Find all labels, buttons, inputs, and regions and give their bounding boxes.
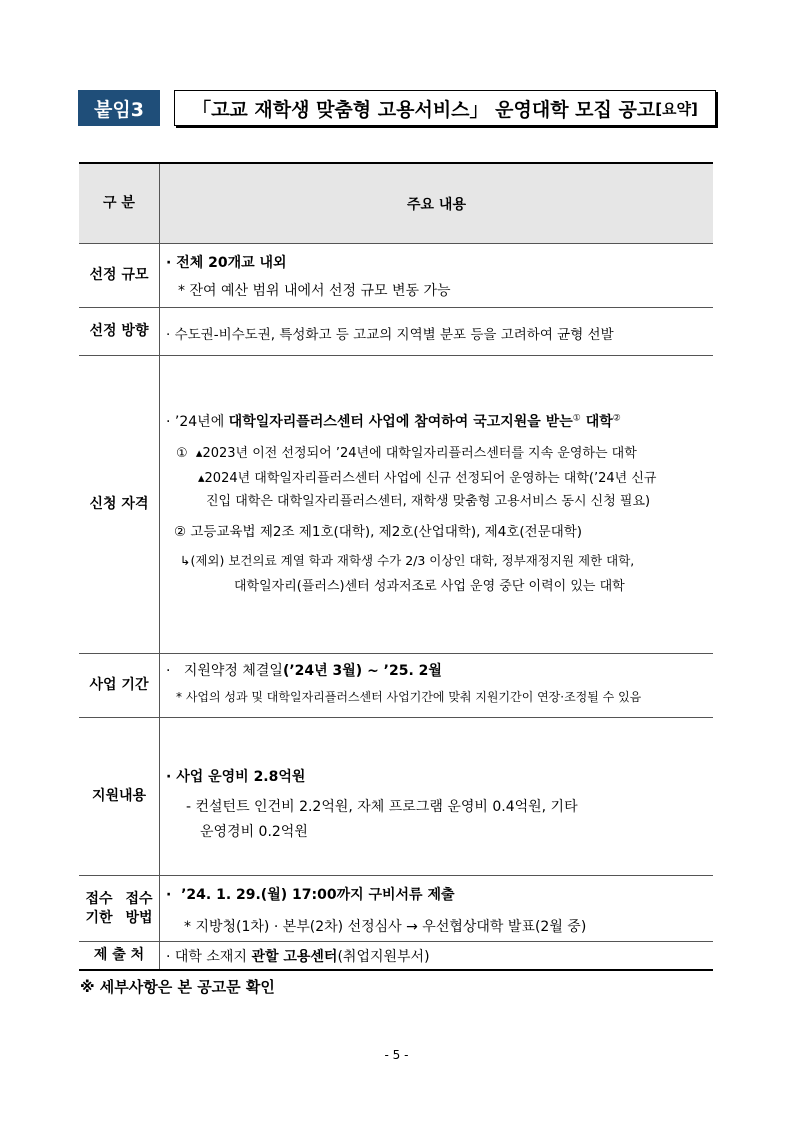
document-title	[174, 90, 716, 126]
label-method: 선정 방향	[79, 308, 160, 355]
title-text: 「고교 재학생 맞춤형 고용서비스」 운영대학 모집 공고	[192, 98, 656, 121]
title-suffix: [요약]	[655, 99, 698, 118]
label-submit: 제 출 처	[79, 942, 160, 969]
label-period: 사업 기간	[79, 654, 160, 717]
row-method: 선정 방향 · 수도권-비수도권, 특성화고 등 고교의 지역별 분포 등을 고려하여 균형 선발	[79, 308, 713, 356]
footnote: ※ 세부사항은 본 공고문 확인	[80, 978, 275, 996]
deadline-line1: ’24. 1. 29.(월) 17:00까지 구비서류 제출	[181, 887, 455, 903]
page-number: - 5 -	[384, 1048, 409, 1062]
scale-line2: * 잔여 예산 범위 내에서 선정 규모 변동 가능	[178, 283, 451, 299]
row-scale: 선정 규모 · 전체 20개교 내외 * 잔여 예산 범위 내에서 선정 규모 변동 가능	[79, 244, 713, 308]
label-eligibility: 신청 자격	[79, 356, 160, 653]
submit-line: · 대학 소재지 관할 고용센터(취업지원부서)	[166, 949, 430, 965]
exclusion-line2: 대학일자리(플러스)센터 성과저조로 사업 운영 중단 이력이 있는 대학	[234, 579, 625, 594]
method-line1: 수도권-비수도권, 특성화고 등 고교의 지역별 분포 등을 고려하여 균형 선발	[174, 327, 614, 343]
eligibility-main: · ’24년에 대학일자리플러스센터 사업에 참여하여 국고지원을 받는① 대학②	[166, 413, 621, 430]
row-submit	[79, 942, 713, 969]
row-period	[79, 654, 713, 718]
period-line1: · 지원약정 체결일(’24년 3월) ~ ’25. 2월	[166, 663, 442, 679]
support-line3: 운영경비 0.2억원	[200, 824, 308, 840]
label-scale: 선정 규모	[79, 244, 160, 307]
support-line1: 사업 운영비 2.8억원	[176, 769, 306, 785]
row-deadline: 접수기한 접수방법 · ’24. 1. 29.(월) 17:00까지 구비서류 제출 * 지방청(1차) · 본부(2차) 선정심사 → 우선협상대학 발표(2월 중)	[79, 876, 713, 942]
exclusion-line1: ↳(제외) 보건의료 계열 학과 재학생 수가 2/3 이상인 대학, 정부재정지원 제한 대학,	[180, 553, 635, 568]
deadline-line2: * 지방청(1차) · 본부(2차) 선정심사 → 우선협상대학 발표(2월 중)	[184, 919, 587, 935]
summary-table	[79, 162, 713, 971]
criterion-2: ② 고등교육법 제2조 제1호(대학), 제2호(산업대학), 제4호(전문대학)	[174, 524, 583, 540]
period-line2: * 사업의 성과 및 대학일자리플러스센터 사업기간에 맞춰 지원기간이 연장·조정될 수 있음	[176, 690, 642, 704]
label-support: 지원내용	[79, 718, 160, 875]
criterion-1c: 진입 대학은 대학일자리플러스센터, 재학생 맞춤형 고용서비스 동시 신청 필요)	[206, 494, 651, 509]
table-header-row	[79, 164, 713, 244]
row-support: 지원내용 · 사업 운영비 2.8억원 - 컨설턴트 인건비 2.2억원, 자체 프로그램 운영비 0.4억원, 기타 운영경비 0.2억원	[79, 718, 713, 876]
criterion-1a: ① ▴2023년 이전 선정되어 ’24년에 대학일자리플러스센터를 지속 운영하는 대학	[176, 446, 637, 461]
header-label-col: 구 분	[79, 164, 160, 243]
criterion-1b: ▴2024년 대학일자리플러스센터 사업에 신규 선정되어 운영하는 대학(’24년 신규	[198, 471, 657, 486]
attachment-badge: 붙임3	[78, 90, 160, 126]
header-content-col: 주요 내용	[407, 196, 466, 213]
row-eligibility	[79, 356, 713, 654]
label-deadline: 접수기한 접수방법	[79, 876, 160, 941]
support-line2: - 컨설턴트 인건비 2.2억원, 자체 프로그램 운영비 0.4억원, 기타	[186, 799, 578, 815]
header	[78, 90, 718, 126]
scale-line1: 전체 20개교 내외	[176, 255, 287, 271]
